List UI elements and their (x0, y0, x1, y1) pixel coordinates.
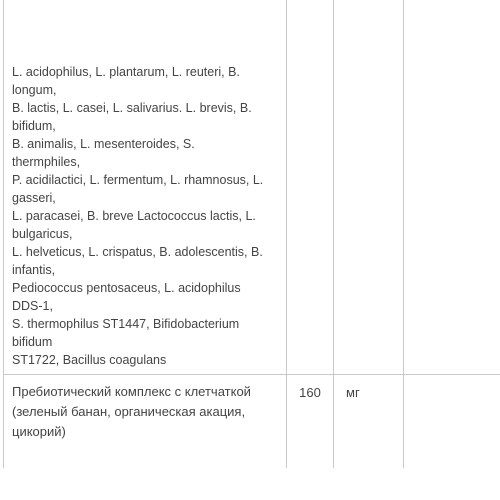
species-line: B. lactis, L. casei, L. salivarius. L. brevis, B. (12, 101, 252, 115)
species-line: B. animalis, L. mesenteroides, S. (12, 137, 195, 151)
prebiotic-amount-cell (287, 375, 334, 469)
species-line: L. helveticus, L. crispatus, B. adolescentis, B. (12, 245, 263, 259)
species-list (12, 0, 286, 374)
extra-cell-empty (404, 0, 500, 375)
species-line: thermphiles, (12, 155, 81, 169)
species-line: L. acidophilus, L. plantarum, L. reuteri, B. (12, 65, 240, 79)
table-row-probiotic-species (4, 0, 500, 375)
prebiotic-amount: 160 (299, 385, 321, 400)
species-line: longum, (12, 83, 57, 97)
species-cell (4, 0, 287, 375)
prebiotic-unit: мг (346, 385, 360, 400)
species-line: Pediococcus pentosaceus, L. acidophilus (12, 281, 241, 295)
species-line: P. acidilactici, L. fermentum, L. rhamnosus, L. (12, 173, 264, 187)
prebiotic-name-line: цикорий) (12, 424, 66, 439)
species-line: bifidum, (12, 119, 56, 133)
table-row-prebiotic (4, 375, 500, 469)
species-line: bulgaricus, (12, 227, 73, 241)
unit-cell-empty (334, 0, 404, 375)
species-line: bifidum (12, 335, 53, 349)
prebiotic-name-cell (4, 375, 287, 469)
prebiotic-unit-cell (334, 375, 404, 469)
prebiotic-name-line: Пребиотический комплекс с клетчаткой (12, 384, 251, 399)
species-line: infantis, (12, 263, 56, 277)
prebiotic-name-line: (зеленый банан, органическая акация, (12, 404, 246, 419)
ingredients-table (3, 0, 500, 468)
prebiotic-name (12, 375, 286, 468)
species-line: L. paracasei, B. breve Lactococcus lactis, L. (12, 209, 256, 223)
prebiotic-extra-cell (404, 375, 500, 469)
species-line: DDS-1, (12, 299, 53, 313)
species-line: gasseri, (12, 191, 56, 205)
amount-cell-empty (287, 0, 334, 375)
species-line: ST1722, Bacillus coagulans (12, 353, 167, 367)
species-line: S. thermophilus ST1447, Bifidobacterium (12, 317, 240, 331)
